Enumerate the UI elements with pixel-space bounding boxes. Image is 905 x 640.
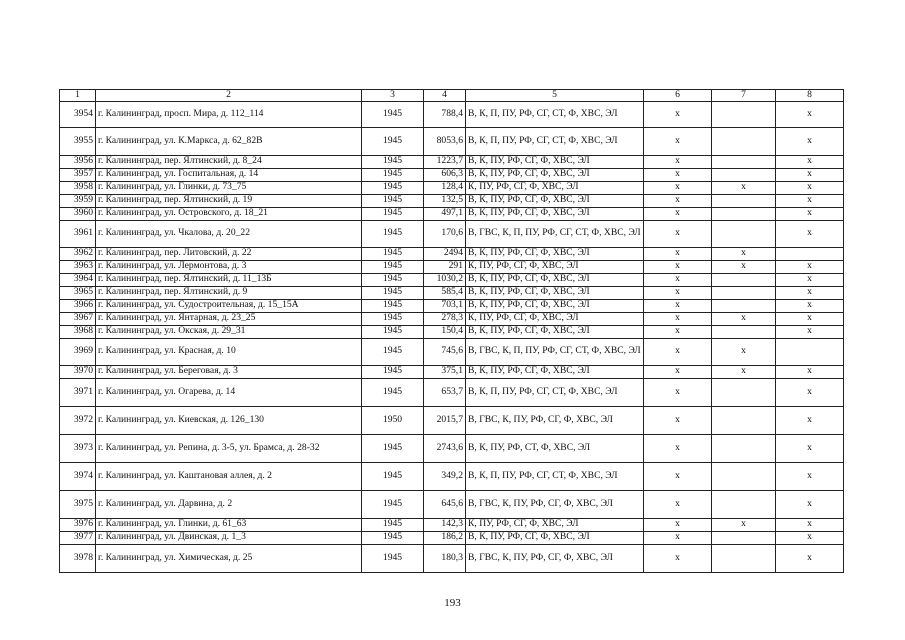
mark-cell-8: х: [776, 273, 844, 286]
area-cell: 1223,7: [424, 155, 466, 168]
mark-cell-7: [712, 490, 776, 518]
table-row: [60, 378, 844, 406]
mark-cell-8: [776, 247, 844, 260]
row-number-cell: 3968: [60, 325, 96, 338]
year-cell: 1945: [362, 434, 424, 462]
row-number-cell: 3974: [60, 462, 96, 490]
mark-cell-8: х: [776, 286, 844, 299]
mark-cell-7: х: [712, 181, 776, 194]
address-cell: г. Калининград, ул. Береговая, д. 3: [96, 365, 362, 378]
mark-cell-6: х: [644, 273, 712, 286]
mark-cell-6: х: [644, 365, 712, 378]
area-cell: 8053,6: [424, 127, 466, 155]
year-cell: 1945: [362, 531, 424, 544]
mark-cell-6: х: [644, 434, 712, 462]
systems-cell: В, ГВС, К, ПУ, РФ, СГ, Ф, ХВС, ЭЛ: [466, 544, 644, 572]
table-row: [60, 273, 844, 286]
mark-cell-6: х: [644, 286, 712, 299]
year-cell: 1945: [362, 168, 424, 181]
mark-cell-7: [712, 325, 776, 338]
address-cell: г. Калининград, пер. Ялтинский, д. 19: [96, 194, 362, 207]
systems-cell: В, К, ПУ, РФ, СГ, Ф, ХВС, ЭЛ: [466, 273, 644, 286]
mark-cell-8: х: [776, 378, 844, 406]
header-cell: 7: [712, 90, 776, 102]
table-row: [60, 194, 844, 207]
systems-cell: В, К, ПУ, РФ, СГ, Ф, ХВС, ЭЛ: [466, 286, 644, 299]
area-cell: 645,6: [424, 490, 466, 518]
mark-cell-7: [712, 434, 776, 462]
mark-cell-7: [712, 220, 776, 247]
address-cell: г. Калининград, пер. Ялтинский, д. 8_24: [96, 155, 362, 168]
mark-cell-7: х: [712, 312, 776, 325]
systems-cell: К, ПУ, РФ, СГ, Ф, ХВС, ЭЛ: [466, 181, 644, 194]
mark-cell-8: х: [776, 325, 844, 338]
table-row: [60, 286, 844, 299]
table-row: [60, 462, 844, 490]
mark-cell-7: [712, 406, 776, 434]
area-cell: 349,2: [424, 462, 466, 490]
table-row: [60, 338, 844, 365]
area-cell: 180,3: [424, 544, 466, 572]
systems-cell: В, ГВС, К, ПУ, РФ, СГ, Ф, ХВС, ЭЛ: [466, 490, 644, 518]
mark-cell-6: х: [644, 247, 712, 260]
row-number-cell: 3955: [60, 127, 96, 155]
row-number-cell: 3958: [60, 181, 96, 194]
header-cell: 5: [466, 90, 644, 102]
mark-cell-8: х: [776, 181, 844, 194]
mark-cell-6: х: [644, 207, 712, 220]
mark-cell-6: х: [644, 462, 712, 490]
year-cell: 1945: [362, 544, 424, 572]
mark-cell-7: [712, 168, 776, 181]
year-cell: 1945: [362, 247, 424, 260]
year-cell: 1945: [362, 490, 424, 518]
address-cell: г. Калининград, пер. Ялтинский, д. 9: [96, 286, 362, 299]
row-number-cell: 3973: [60, 434, 96, 462]
row-number-cell: 3967: [60, 312, 96, 325]
systems-cell: В, К, ПУ, РФ, СГ, Ф, ХВС, ЭЛ: [466, 155, 644, 168]
row-number-cell: 3964: [60, 273, 96, 286]
year-cell: 1945: [362, 338, 424, 365]
mark-cell-7: [712, 207, 776, 220]
area-cell: 653,7: [424, 378, 466, 406]
mark-cell-8: х: [776, 299, 844, 312]
table-row: [60, 312, 844, 325]
mark-cell-8: х: [776, 101, 844, 127]
table-row: [60, 544, 844, 572]
address-cell: г. Калининград, ул. К.Маркса, д. 62_82В: [96, 127, 362, 155]
row-number-cell: 3971: [60, 378, 96, 406]
mark-cell-7: х: [712, 260, 776, 273]
address-cell: г. Калининград, ул. Янтарная, д. 23_25: [96, 312, 362, 325]
row-number-cell: 3969: [60, 338, 96, 365]
address-cell: г. Калининград, ул. Киевская, д. 126_130: [96, 406, 362, 434]
buildings-table: [59, 89, 844, 573]
mark-cell-7: х: [712, 365, 776, 378]
row-number-cell: 3956: [60, 155, 96, 168]
systems-cell: К, ПУ, РФ, СГ, Ф, ХВС, ЭЛ: [466, 260, 644, 273]
area-cell: 1030,2: [424, 273, 466, 286]
year-cell: 1945: [362, 378, 424, 406]
mark-cell-8: х: [776, 544, 844, 572]
document-sheet: [59, 89, 843, 573]
systems-cell: В, К, ПУ, РФ, СТ, Ф, ХВС, ЭЛ: [466, 434, 644, 462]
row-number-cell: 3954: [60, 101, 96, 127]
systems-cell: В, К, ПУ, РФ, СГ, Ф, ХВС, ЭЛ: [466, 194, 644, 207]
mark-cell-6: х: [644, 155, 712, 168]
area-cell: 291: [424, 260, 466, 273]
systems-cell: В, К, П, ПУ, РФ, СГ, СТ, Ф, ХВС, ЭЛ: [466, 378, 644, 406]
header-cell: 6: [644, 90, 712, 102]
systems-cell: В, К, ПУ, РФ, СГ, Ф, ХВС, ЭЛ: [466, 325, 644, 338]
address-cell: г. Калининград, просп. Мира, д. 112_114: [96, 101, 362, 127]
row-number-cell: 3957: [60, 168, 96, 181]
table-row: [60, 247, 844, 260]
mark-cell-7: [712, 127, 776, 155]
mark-cell-8: х: [776, 168, 844, 181]
address-cell: г. Калининград, ул. Огарева, д. 14: [96, 378, 362, 406]
mark-cell-7: [712, 378, 776, 406]
year-cell: 1945: [362, 101, 424, 127]
area-cell: 788,4: [424, 101, 466, 127]
table-row: [60, 168, 844, 181]
mark-cell-7: [712, 155, 776, 168]
mark-cell-7: [712, 286, 776, 299]
address-cell: г. Калининград, ул. Репина, д. 3-5, ул. Брамса, д. 28-32: [96, 434, 362, 462]
area-cell: 745,6: [424, 338, 466, 365]
year-cell: 1945: [362, 462, 424, 490]
address-cell: г. Калининград, ул. Глинки, д. 61_63: [96, 518, 362, 531]
mark-cell-7: [712, 544, 776, 572]
mark-cell-6: х: [644, 220, 712, 247]
year-cell: 1945: [362, 365, 424, 378]
year-cell: 1945: [362, 194, 424, 207]
systems-cell: В, К, ПУ, РФ, СГ, Ф, ХВС, ЭЛ: [466, 207, 644, 220]
header-cell: 2: [96, 90, 362, 102]
mark-cell-7: х: [712, 338, 776, 365]
table-row: [60, 260, 844, 273]
header-cell: 8: [776, 90, 844, 102]
systems-cell: В, ГВС, К, ПУ, РФ, СГ, Ф, ХВС, ЭЛ: [466, 406, 644, 434]
area-cell: 142,3: [424, 518, 466, 531]
systems-cell: В, К, ПУ, РФ, СГ, Ф, ХВС, ЭЛ: [466, 531, 644, 544]
mark-cell-8: х: [776, 434, 844, 462]
mark-cell-8: [776, 338, 844, 365]
mark-cell-6: х: [644, 127, 712, 155]
systems-cell: В, ГВС, К, П, ПУ, РФ, СГ, СТ, Ф, ХВС, ЭЛ: [466, 220, 644, 247]
table-row: [60, 181, 844, 194]
row-number-cell: 3963: [60, 260, 96, 273]
table-row: [60, 406, 844, 434]
mark-cell-7: х: [712, 247, 776, 260]
page-number: 193: [444, 597, 461, 609]
address-cell: г. Калининград, ул. Химическая, д. 25: [96, 544, 362, 572]
systems-cell: В, К, П, ПУ, РФ, СГ, СТ, Ф, ХВС, ЭЛ: [466, 101, 644, 127]
mark-cell-7: х: [712, 518, 776, 531]
header-cell: 1: [60, 90, 96, 102]
row-number-cell: 3960: [60, 207, 96, 220]
address-cell: г. Калининград, ул. Каштановая аллея, д. 2: [96, 462, 362, 490]
mark-cell-6: х: [644, 181, 712, 194]
mark-cell-6: х: [644, 299, 712, 312]
year-cell: 1945: [362, 518, 424, 531]
mark-cell-6: х: [644, 260, 712, 273]
year-cell: 1945: [362, 273, 424, 286]
year-cell: 1945: [362, 220, 424, 247]
header-cell: 4: [424, 90, 466, 102]
systems-cell: В, К, ПУ, РФ, СГ, Ф, ХВС, ЭЛ: [466, 247, 644, 260]
systems-cell: В, К, ПУ, РФ, СГ, Ф, ХВС, ЭЛ: [466, 365, 644, 378]
systems-cell: В, К, П, ПУ, РФ, СГ, СТ, Ф, ХВС, ЭЛ: [466, 462, 644, 490]
mark-cell-6: х: [644, 312, 712, 325]
mark-cell-6: х: [644, 101, 712, 127]
mark-cell-7: [712, 299, 776, 312]
mark-cell-8: х: [776, 220, 844, 247]
table-row: [60, 155, 844, 168]
address-cell: г. Калининград, ул. Глинки, д. 73_75: [96, 181, 362, 194]
mark-cell-7: [712, 273, 776, 286]
year-cell: 1945: [362, 127, 424, 155]
row-number-cell: 3959: [60, 194, 96, 207]
table-row: [60, 101, 844, 127]
address-cell: г. Калининград, ул. Островского, д. 18_21: [96, 207, 362, 220]
year-cell: 1945: [362, 207, 424, 220]
table-row: [60, 490, 844, 518]
systems-cell: К, ПУ, РФ, СГ, Ф, ХВС, ЭЛ: [466, 518, 644, 531]
address-cell: г. Калининград, ул. Дарвина, д. 2: [96, 490, 362, 518]
mark-cell-8: х: [776, 155, 844, 168]
area-cell: 170,6: [424, 220, 466, 247]
row-number-cell: 3978: [60, 544, 96, 572]
area-cell: 2015,7: [424, 406, 466, 434]
address-cell: г. Калининград, ул. Окская, д. 29_31: [96, 325, 362, 338]
systems-cell: В, К, ПУ, РФ, СГ, Ф, ХВС, ЭЛ: [466, 299, 644, 312]
mark-cell-7: [712, 194, 776, 207]
row-number-cell: 3962: [60, 247, 96, 260]
mark-cell-8: х: [776, 518, 844, 531]
systems-cell: В, К, ПУ, РФ, СГ, Ф, ХВС, ЭЛ: [466, 168, 644, 181]
address-cell: г. Калининград, ул. Лермонтова, д. 3: [96, 260, 362, 273]
mark-cell-6: х: [644, 325, 712, 338]
year-cell: 1950: [362, 406, 424, 434]
row-number-cell: 3966: [60, 299, 96, 312]
header-cell: 3: [362, 90, 424, 102]
area-cell: 375,1: [424, 365, 466, 378]
table-row: [60, 127, 844, 155]
systems-cell: В, К, П, ПУ, РФ, СГ, СТ, Ф, ХВС, ЭЛ: [466, 127, 644, 155]
mark-cell-7: [712, 462, 776, 490]
systems-cell: В, ГВС, К, П, ПУ, РФ, СГ, СТ, Ф, ХВС, ЭЛ: [466, 338, 644, 365]
area-cell: 278,3: [424, 312, 466, 325]
area-cell: 128,4: [424, 181, 466, 194]
table-row: [60, 518, 844, 531]
row-number-cell: 3961: [60, 220, 96, 247]
mark-cell-8: х: [776, 531, 844, 544]
year-cell: 1945: [362, 325, 424, 338]
mark-cell-8: х: [776, 260, 844, 273]
area-cell: 497,1: [424, 207, 466, 220]
table-row: [60, 365, 844, 378]
table-row: [60, 299, 844, 312]
mark-cell-6: х: [644, 378, 712, 406]
area-cell: 186,2: [424, 531, 466, 544]
address-cell: г. Калининград, пер. Ялтинский, д. 11_13Б: [96, 273, 362, 286]
area-cell: 2494: [424, 247, 466, 260]
table-row: [60, 434, 844, 462]
mark-cell-8: х: [776, 490, 844, 518]
row-number-cell: 3972: [60, 406, 96, 434]
address-cell: г. Калининград, ул. Двинская, д. 1_3: [96, 531, 362, 544]
mark-cell-8: х: [776, 365, 844, 378]
area-cell: 585,4: [424, 286, 466, 299]
mark-cell-6: х: [644, 544, 712, 572]
mark-cell-8: х: [776, 312, 844, 325]
mark-cell-6: х: [644, 406, 712, 434]
mark-cell-8: х: [776, 462, 844, 490]
header-row: [60, 90, 844, 102]
area-cell: 606,3: [424, 168, 466, 181]
mark-cell-6: х: [644, 168, 712, 181]
mark-cell-7: [712, 531, 776, 544]
mark-cell-6: х: [644, 518, 712, 531]
address-cell: г. Калининград, пер. Литовский, д. 22: [96, 247, 362, 260]
year-cell: 1945: [362, 299, 424, 312]
mark-cell-8: х: [776, 194, 844, 207]
mark-cell-6: х: [644, 338, 712, 365]
table-row: [60, 207, 844, 220]
table-row: [60, 220, 844, 247]
year-cell: 1945: [362, 155, 424, 168]
row-number-cell: 3976: [60, 518, 96, 531]
address-cell: г. Калининград, ул. Госпитальная, д. 14: [96, 168, 362, 181]
address-cell: г. Калининград, ул. Красная, д. 10: [96, 338, 362, 365]
address-cell: г. Калининград, ул. Чкалова, д. 20_22: [96, 220, 362, 247]
year-cell: 1945: [362, 260, 424, 273]
table-body: [60, 101, 844, 572]
row-number-cell: 3965: [60, 286, 96, 299]
row-number-cell: 3970: [60, 365, 96, 378]
table-row: [60, 325, 844, 338]
mark-cell-6: х: [644, 194, 712, 207]
mark-cell-6: х: [644, 531, 712, 544]
mark-cell-6: х: [644, 490, 712, 518]
systems-cell: К, ПУ, РФ, СГ, Ф, ХВС, ЭЛ: [466, 312, 644, 325]
year-cell: 1945: [362, 181, 424, 194]
area-cell: 150,4: [424, 325, 466, 338]
mark-cell-8: х: [776, 207, 844, 220]
mark-cell-8: х: [776, 127, 844, 155]
area-cell: 132,5: [424, 194, 466, 207]
year-cell: 1945: [362, 312, 424, 325]
table-row: [60, 531, 844, 544]
mark-cell-7: [712, 101, 776, 127]
row-number-cell: 3975: [60, 490, 96, 518]
mark-cell-8: х: [776, 406, 844, 434]
year-cell: 1945: [362, 286, 424, 299]
area-cell: 703,1: [424, 299, 466, 312]
area-cell: 2743,6: [424, 434, 466, 462]
address-cell: г. Калининград, ул. Судостроительная, д. 15_15А: [96, 299, 362, 312]
row-number-cell: 3977: [60, 531, 96, 544]
